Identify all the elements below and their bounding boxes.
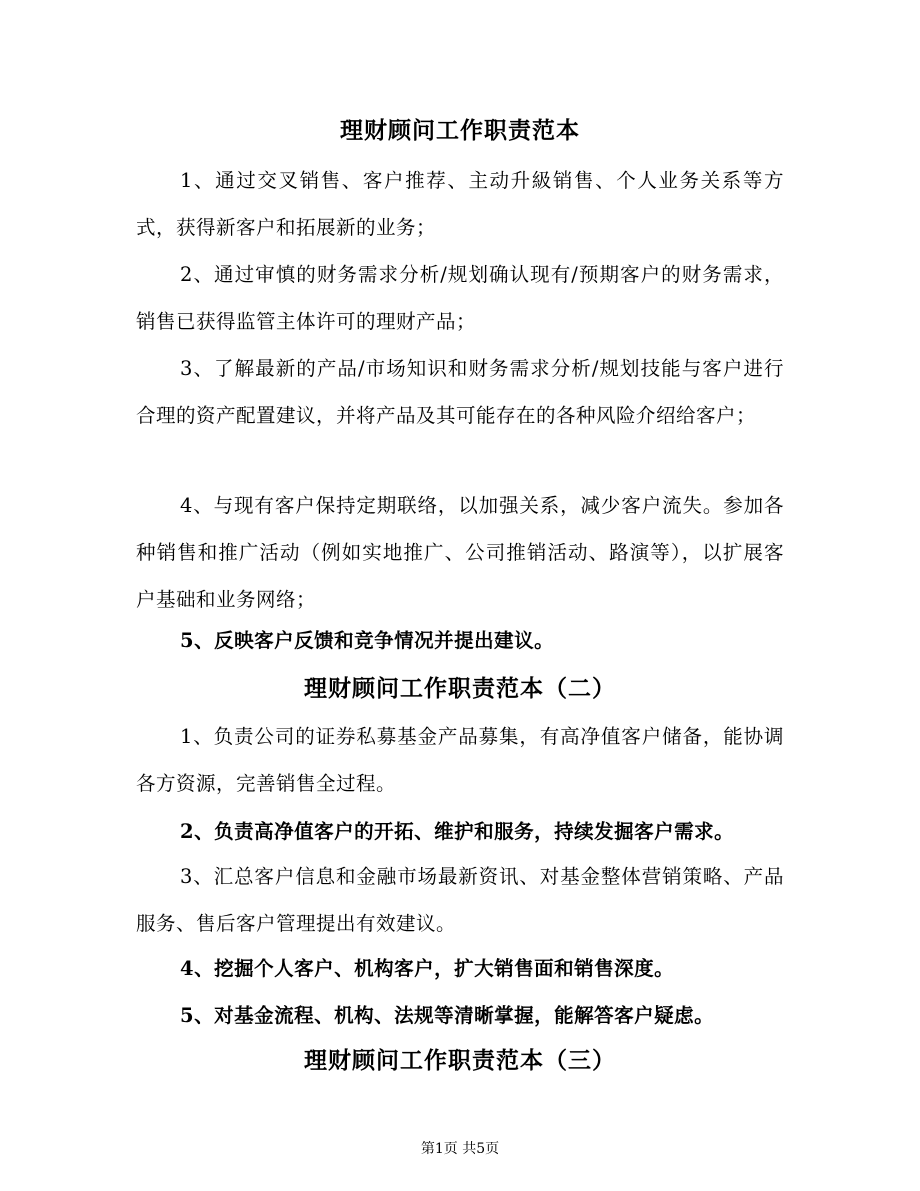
section-title-3: 理财顾问工作职责范本（三） <box>304 1047 616 1074</box>
paragraph-1-5: 5、反映客户反馈和竞争情况并提出建议。 <box>180 629 555 652</box>
paragraph-1-3: 3、了解最新的产品/市场知识和财务需求分析/规划技能与客户进行合理的资产配置建议，并将产品及其可能存在的各种风险介绍给客户； <box>136 357 784 427</box>
paragraph-2-3: 3、汇总客户信息和金融市场最新资讯、对基金整体营销策略、产品服务、售后客户管理提出有效建议。 <box>136 865 784 935</box>
paragraph-1-4: 4、与现有客户保持定期联络，以加强关系，减少客户流失。参加各种销售和推广活动（例如实地推广、公司推销活动、路演等），以扩展客户基础和业务网络； <box>136 494 784 611</box>
section-title-1: 理财顾问工作职责范本 <box>340 117 580 144</box>
paragraph-2-2: 2、负责高净值客户的开拓、维护和服务，持续发掘客户需求。 <box>180 820 735 843</box>
page-number-footer: 第1页 共5页 <box>420 1141 500 1157</box>
paragraph-2-5: 5、对基金流程、机构、法规等清晰掌握，能解答客户疑虑。 <box>180 1004 715 1027</box>
section-title-2: 理财顾问工作职责范本（二） <box>304 675 616 702</box>
paragraph-2-4: 4、挖掘个人客户、机构客户，扩大销售面和销售深度。 <box>180 957 675 980</box>
paragraph-1-2: 2、通过审慎的财务需求分析/规划确认现有/预期客户的财务需求，销售已获得监管主体许可的理财产品； <box>136 263 784 333</box>
paragraph-2-1: 1、负责公司的证券私募基金产品募集，有高净值客户储备，能协调各方资源，完善销售全过程。 <box>136 725 784 795</box>
paragraph-1-1: 1、通过交叉销售、客户推荐、主动升級销售、个人业务关系等方式，获得新客户和拓展新的业务； <box>136 169 784 239</box>
